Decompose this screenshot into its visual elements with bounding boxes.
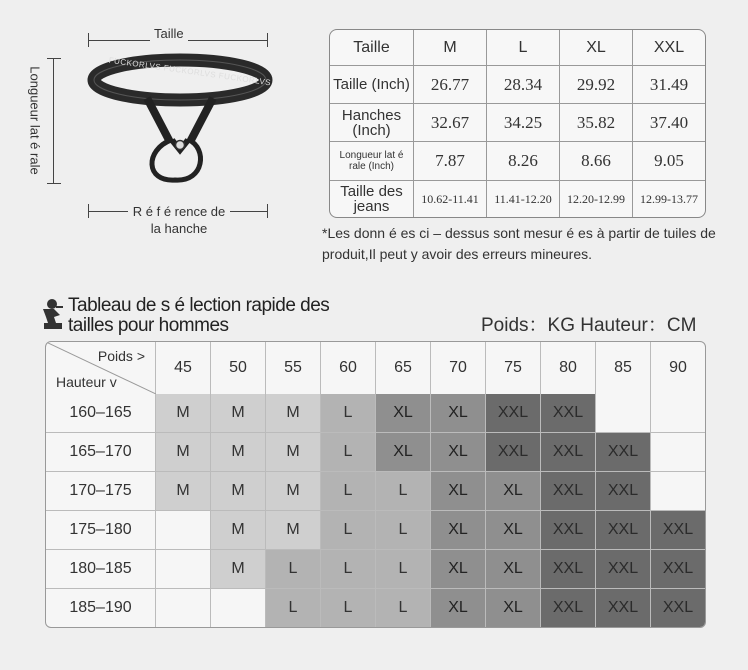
size-cell: XL bbox=[431, 589, 486, 627]
size-cell bbox=[596, 394, 651, 433]
size-cell: XXL bbox=[596, 511, 651, 550]
weight-header: 60 bbox=[321, 342, 376, 394]
units-label: Poids：KG Hauteur：CM bbox=[481, 315, 697, 336]
size-cell: XXL bbox=[596, 472, 651, 511]
size-cell: XXL bbox=[651, 511, 705, 550]
size-cell: L bbox=[376, 472, 431, 511]
size-header-row bbox=[330, 30, 705, 66]
size-col-l: L bbox=[487, 30, 560, 66]
size-row-side-length bbox=[330, 142, 705, 181]
height-header: 165–170 bbox=[46, 433, 156, 472]
size-cell: M bbox=[211, 472, 266, 511]
hip-tick-right bbox=[267, 204, 268, 218]
height-header: 175–180 bbox=[46, 511, 156, 550]
size-cell: M bbox=[156, 472, 211, 511]
size-cell: M bbox=[156, 433, 211, 472]
size-cell: XXL bbox=[596, 433, 651, 472]
size-cell: XL bbox=[431, 550, 486, 589]
chart-row bbox=[46, 511, 705, 550]
size-cell: XXL bbox=[541, 550, 596, 589]
corner-weight-label: Poids > bbox=[97, 348, 145, 364]
height-header: 170–175 bbox=[46, 472, 156, 511]
size-cell: XXL bbox=[651, 589, 705, 627]
size-cell: XL bbox=[431, 433, 486, 472]
chart-row bbox=[46, 589, 705, 627]
size-col-xl: XL bbox=[560, 30, 633, 66]
size-cell: M bbox=[266, 472, 321, 511]
size-cell: M bbox=[211, 433, 266, 472]
size-cell: L bbox=[266, 589, 321, 627]
size-cell: XXL bbox=[486, 394, 541, 433]
measurement-note: *Les donn é es ci – dessus sont mesur é es à partir de tuiles de produit,Il peut y avoir des erreurs mineures. bbox=[322, 225, 716, 262]
weight-header: 80 bbox=[541, 342, 596, 394]
weight-header: 85 bbox=[596, 342, 651, 394]
cell: 35.82 bbox=[560, 104, 633, 142]
size-cell: L bbox=[321, 394, 376, 433]
size-header-label: Taille bbox=[330, 30, 414, 66]
band-text: FUCKORLVS FUCKORLVS FUCKORLVS bbox=[108, 55, 272, 88]
size-col-m: M bbox=[414, 30, 487, 66]
cell: 26.77 bbox=[414, 66, 487, 104]
size-cell: M bbox=[266, 511, 321, 550]
size-cell: L bbox=[321, 589, 376, 627]
weight-header: 45 bbox=[156, 342, 211, 394]
width-label: Taille bbox=[150, 26, 188, 41]
size-cell: L bbox=[321, 472, 376, 511]
cell: 28.34 bbox=[487, 66, 560, 104]
side-tick-bottom bbox=[47, 183, 61, 184]
weight-header: 75 bbox=[486, 342, 541, 394]
size-cell bbox=[156, 511, 211, 550]
size-cell: M bbox=[266, 433, 321, 472]
size-cell: XL bbox=[486, 511, 541, 550]
size-cell: L bbox=[321, 550, 376, 589]
size-cell: M bbox=[211, 394, 266, 433]
size-cell: XXL bbox=[651, 550, 705, 589]
side-dimension-line bbox=[53, 58, 54, 184]
cell: 10.62-11.41 bbox=[414, 181, 487, 217]
cell: 8.66 bbox=[560, 142, 633, 181]
size-col-xxl: XXL bbox=[633, 30, 705, 66]
size-cell: XXL bbox=[596, 589, 651, 627]
height-header: 180–185 bbox=[46, 550, 156, 589]
corner-cell bbox=[46, 342, 156, 394]
size-cell: L bbox=[266, 550, 321, 589]
chart-row bbox=[46, 472, 705, 511]
size-cell: L bbox=[376, 550, 431, 589]
size-row-waist bbox=[330, 66, 705, 104]
size-cell: XL bbox=[486, 472, 541, 511]
cell: 31.49 bbox=[633, 66, 705, 104]
size-cell: L bbox=[321, 511, 376, 550]
size-cell bbox=[211, 589, 266, 627]
side-length-label: Longueur lat é rale bbox=[28, 56, 43, 186]
size-cell: M bbox=[211, 550, 266, 589]
size-cell: XL bbox=[376, 394, 431, 433]
chart-row bbox=[46, 394, 705, 433]
size-cell: XXL bbox=[541, 589, 596, 627]
size-cell: XL bbox=[486, 550, 541, 589]
cell: 32.67 bbox=[414, 104, 487, 142]
cell: 12.99-13.77 bbox=[640, 191, 698, 206]
product-figure bbox=[0, 0, 320, 240]
size-cell: XL bbox=[431, 472, 486, 511]
width-tick-left bbox=[88, 33, 89, 47]
weight-header: 70 bbox=[431, 342, 486, 394]
cell: 29.92 bbox=[560, 66, 633, 104]
size-cell bbox=[651, 472, 705, 511]
size-cell: XL bbox=[431, 394, 486, 433]
cell: 8.26 bbox=[487, 142, 560, 181]
size-cell bbox=[651, 433, 705, 472]
size-lookup-chart bbox=[45, 341, 706, 628]
cell: 37.40 bbox=[633, 104, 705, 142]
cell: 9.05 bbox=[633, 142, 705, 181]
height-header: 185–190 bbox=[46, 589, 156, 627]
row-label: Taille (Inch) bbox=[330, 66, 414, 104]
size-row-jeans bbox=[330, 181, 705, 217]
size-cell: M bbox=[156, 394, 211, 433]
size-cell: XXL bbox=[541, 511, 596, 550]
size-cell bbox=[156, 550, 211, 589]
size-cell: M bbox=[266, 394, 321, 433]
person-icon bbox=[40, 297, 66, 331]
size-cell: L bbox=[376, 589, 431, 627]
chart-header-row bbox=[46, 342, 705, 394]
weight-header: 65 bbox=[376, 342, 431, 394]
cell: 11.41-12.20 bbox=[487, 181, 560, 217]
row-label: Hanches (Inch) bbox=[330, 104, 414, 142]
size-cell: L bbox=[376, 511, 431, 550]
chart-title: Tableau de s é lection rapide des tailles pour hommes bbox=[68, 295, 330, 336]
cell: 7.87 bbox=[414, 142, 487, 181]
size-cell: XL bbox=[431, 511, 486, 550]
weight-header: 90 bbox=[669, 359, 687, 376]
size-cell: XL bbox=[376, 433, 431, 472]
size-cell: L bbox=[321, 433, 376, 472]
size-cell: XXL bbox=[486, 433, 541, 472]
height-header: 160–165 bbox=[46, 394, 156, 433]
width-tick-right bbox=[267, 33, 268, 47]
cell: 34.25 bbox=[487, 104, 560, 142]
row-label: Taille des jeans bbox=[330, 181, 414, 217]
weight-header: 50 bbox=[211, 342, 266, 394]
weight-header: 55 bbox=[266, 342, 321, 394]
size-cell: M bbox=[211, 511, 266, 550]
chart-row bbox=[46, 433, 705, 472]
size-cell bbox=[156, 589, 211, 627]
size-cell: XXL bbox=[541, 472, 596, 511]
side-tick-top bbox=[47, 58, 61, 59]
size-cell: XXL bbox=[596, 550, 651, 589]
hip-reference-label: R é f é rence de la hanche bbox=[128, 203, 230, 237]
size-cell: XL bbox=[486, 589, 541, 627]
hip-tick-left bbox=[88, 204, 89, 218]
size-cell bbox=[651, 394, 705, 433]
size-cell: XXL bbox=[541, 394, 596, 433]
size-row-hips bbox=[330, 104, 705, 142]
chart-row bbox=[46, 550, 705, 589]
corner-height-label: Hauteur v bbox=[56, 374, 117, 390]
row-label: Longueur lat é rale (Inch) bbox=[330, 142, 414, 181]
cell: 12.20-12.99 bbox=[560, 181, 633, 217]
size-measurement-table bbox=[329, 29, 706, 218]
size-cell: XXL bbox=[541, 433, 596, 472]
